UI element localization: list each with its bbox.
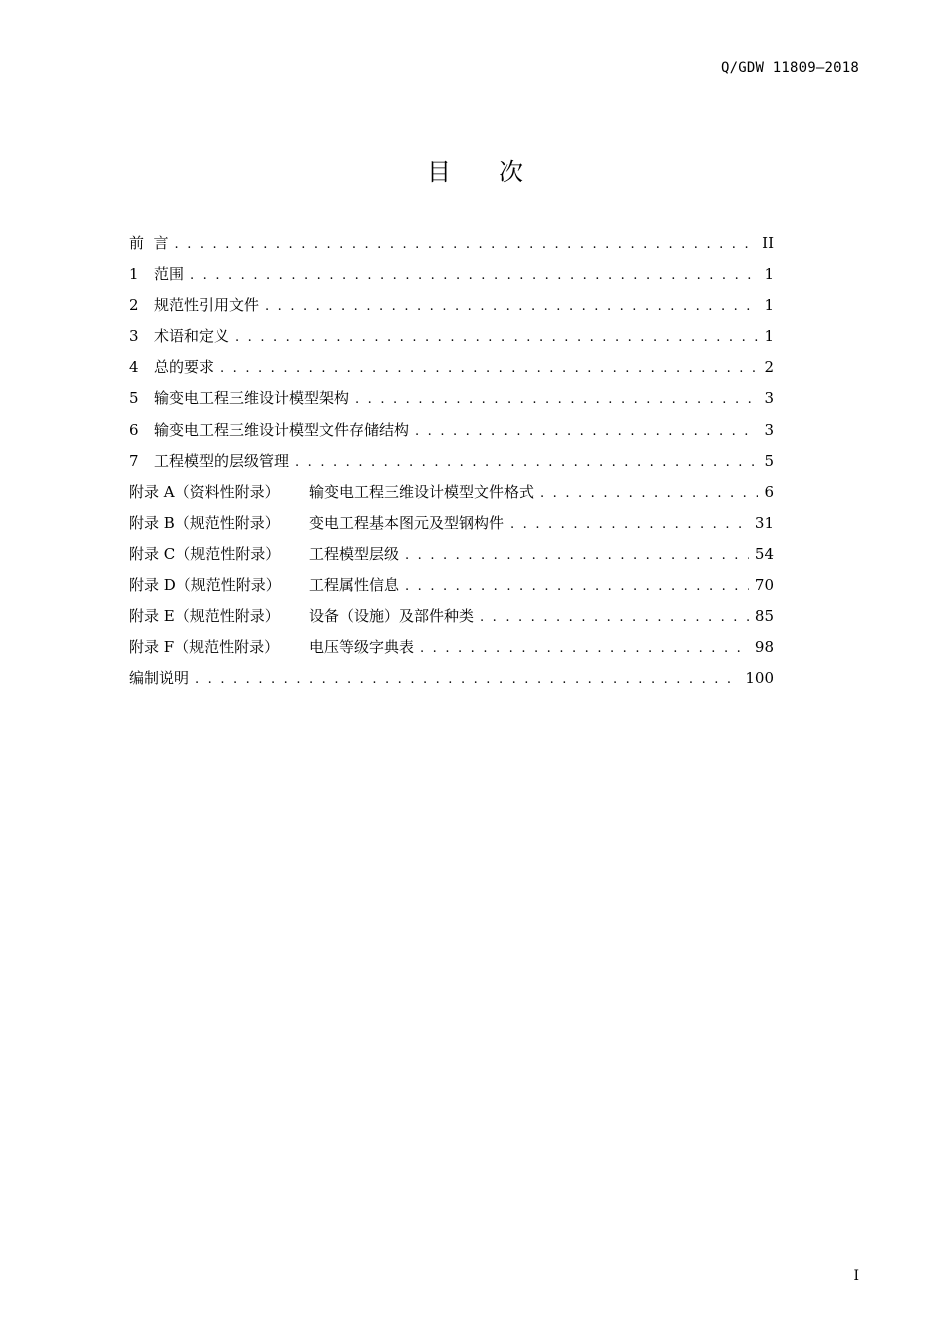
toc-leader-dots bbox=[355, 384, 758, 415]
toc-entry-label: 变电工程基本图元及型钢构件 bbox=[309, 513, 505, 532]
toc-entry-page: 100 bbox=[745, 669, 774, 688]
toc-entry-page: 85 bbox=[754, 607, 774, 626]
toc-entry-page: 6 bbox=[764, 482, 774, 501]
toc-leader-dots bbox=[420, 633, 749, 664]
toc-entry-4[interactable] bbox=[129, 352, 774, 383]
toc-entry-page: 3 bbox=[764, 420, 774, 439]
table-of-contents bbox=[129, 228, 774, 694]
toc-title: 目次 bbox=[427, 158, 571, 186]
appendix-prefix: 附录 A（资料性附录） bbox=[129, 482, 280, 501]
toc-entry-label: 规范性引用文件 bbox=[154, 296, 260, 315]
toc-leader-dots bbox=[405, 540, 749, 571]
toc-entry-number: 1 bbox=[129, 265, 139, 284]
toc-entry-page: 3 bbox=[764, 389, 774, 408]
toc-entry-appendix-d[interactable] bbox=[129, 570, 774, 601]
toc-entry-appendix-e[interactable] bbox=[129, 601, 774, 632]
toc-entry-page: 31 bbox=[754, 513, 774, 532]
toc-leader-dots bbox=[405, 571, 749, 602]
toc-entry-3[interactable] bbox=[129, 321, 774, 352]
toc-leader-dots bbox=[190, 260, 758, 291]
appendix-prefix: 附录 B（规范性附录） bbox=[129, 513, 280, 532]
page-number: I bbox=[853, 1268, 859, 1284]
toc-entry-number: 4 bbox=[129, 358, 139, 377]
toc-entry-7[interactable] bbox=[129, 446, 774, 477]
toc-entry-page: 5 bbox=[764, 451, 774, 470]
toc-leader-dots bbox=[415, 416, 758, 447]
toc-entry-6[interactable] bbox=[129, 415, 774, 446]
toc-leader-dots bbox=[220, 353, 758, 384]
appendix-prefix: 附录 C（规范性附录） bbox=[129, 544, 281, 563]
toc-entry-number: 6 bbox=[129, 420, 139, 439]
toc-entry-number: 7 bbox=[129, 451, 139, 470]
toc-leader-dots bbox=[295, 447, 758, 478]
toc-entry-page: 1 bbox=[764, 327, 774, 346]
toc-entry-compilation-notes[interactable] bbox=[129, 663, 774, 694]
toc-entry-number: 5 bbox=[129, 389, 139, 408]
toc-entry-label: 电压等级字典表 bbox=[309, 638, 415, 657]
toc-leader-dots bbox=[480, 602, 749, 633]
toc-leader-dots bbox=[175, 229, 757, 260]
toc-entry-label: 编制说明 bbox=[129, 669, 190, 688]
toc-entry-page: II bbox=[762, 234, 774, 252]
toc-entry-page: 98 bbox=[754, 638, 774, 657]
toc-entry-label: 范围 bbox=[154, 265, 185, 284]
toc-entry-label: 输变电工程三维设计模型文件格式 bbox=[309, 482, 535, 501]
toc-entry-1[interactable] bbox=[129, 259, 774, 290]
toc-entry-2[interactable] bbox=[129, 290, 774, 321]
toc-entry-5[interactable] bbox=[129, 383, 774, 414]
toc-entry-label: 工程模型层级 bbox=[309, 544, 400, 563]
toc-leader-dots bbox=[540, 478, 758, 509]
toc-entry-label: 工程模型的层级管理 bbox=[154, 451, 290, 470]
toc-leader-dots bbox=[510, 509, 749, 540]
appendix-prefix: 附录 D（规范性附录） bbox=[129, 576, 281, 595]
toc-entry-number: 3 bbox=[129, 327, 139, 346]
document-id: Q/GDW 11809—2018 bbox=[720, 60, 859, 76]
toc-leader-dots bbox=[235, 322, 758, 353]
toc-leader-dots bbox=[265, 291, 758, 322]
appendix-prefix: 附录 F（规范性附录） bbox=[129, 638, 280, 657]
toc-entry-number: 2 bbox=[129, 296, 139, 315]
toc-entry-page: 1 bbox=[764, 296, 774, 315]
appendix-prefix: 附录 E（规范性附录） bbox=[129, 607, 280, 626]
toc-entry-appendix-b[interactable] bbox=[129, 508, 774, 539]
toc-entry-label: 输变电工程三维设计模型文件存储结构 bbox=[154, 420, 410, 439]
toc-entry-foreword[interactable] bbox=[129, 228, 774, 259]
toc-entry-page: 70 bbox=[754, 576, 774, 595]
toc-leader-dots bbox=[195, 664, 739, 695]
toc-entry-page: 1 bbox=[764, 265, 774, 284]
toc-entry-label: 工程属性信息 bbox=[309, 576, 400, 595]
toc-entry-label: 设备（设施）及部件种类 bbox=[309, 607, 475, 626]
toc-entry-label: 前 言 bbox=[129, 234, 169, 252]
toc-entry-page: 54 bbox=[754, 544, 774, 563]
toc-entry-appendix-f[interactable] bbox=[129, 632, 774, 663]
toc-entry-appendix-a[interactable] bbox=[129, 477, 774, 508]
toc-entry-label: 术语和定义 bbox=[154, 327, 230, 346]
toc-entry-appendix-c[interactable] bbox=[129, 539, 774, 570]
toc-entry-page: 2 bbox=[764, 358, 774, 377]
toc-entry-label: 总的要求 bbox=[154, 358, 215, 377]
toc-entry-label: 输变电工程三维设计模型架构 bbox=[154, 389, 350, 408]
